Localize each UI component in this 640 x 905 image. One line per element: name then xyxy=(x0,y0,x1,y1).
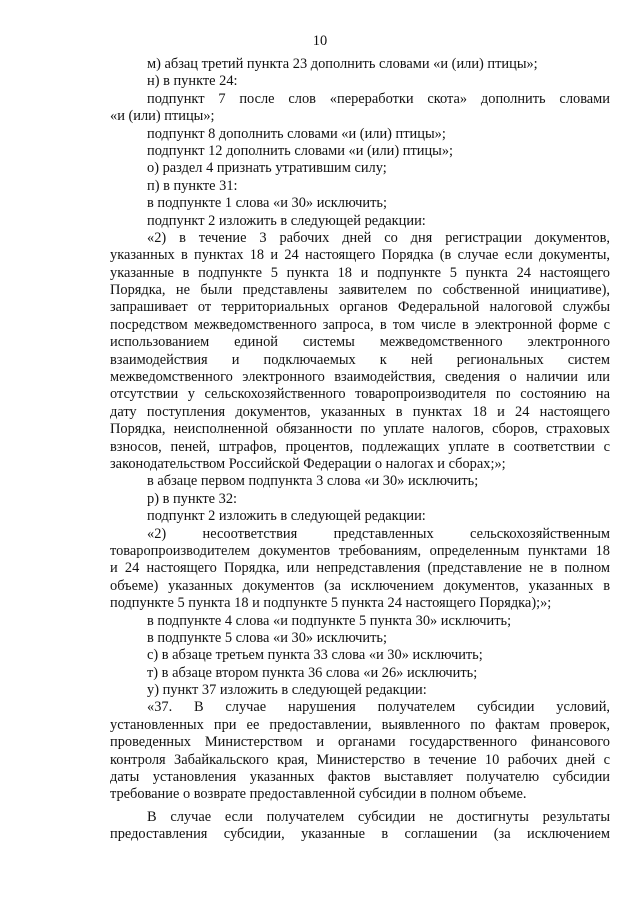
text-line: посредством межведомственного запроса, в том числе в электронной форме с xyxy=(110,316,610,333)
text-line: подпункте 5 пункта 18 и подпункте 5 пункта 24 настоящего Порядка);»; xyxy=(110,595,552,612)
text-line: м) абзац третий пункта 23 дополнить словами «и (или) птицы»; xyxy=(147,56,538,72)
text-line: «и (или) птицы»; xyxy=(110,108,215,125)
text-line: «2) несоответствия представленных сельскохозяйственным xyxy=(147,525,610,542)
text-line: указанные в подпункте 5 пункта 18 и подпункте 5 пункта 24 настоящего xyxy=(110,264,610,281)
text-line: т) в абзаце втором пункта 36 слова «и 26» исключить; xyxy=(147,664,478,681)
text-line: запрашивает от территориальных органов Федеральной налоговой службы xyxy=(110,299,610,316)
text-line: подпункт 2 изложить в следующей редакции: xyxy=(147,212,426,229)
text-line: подпункт 7 после слов «переработки скота» дополнить словами xyxy=(147,90,610,107)
page-number: 10 xyxy=(312,33,328,49)
text-line: контроля Забайкальского края, Министерство в течение 10 рабочих дней с xyxy=(110,751,610,768)
text-line: в абзаце первом подпункта 3 слова «и 30» исключить; xyxy=(147,473,479,490)
text-line: «2) в течение 3 рабочих дней со дня регистрации документов, xyxy=(147,229,610,246)
text-line: с) в абзаце третьем пункта 33 слова «и 30» исключить; xyxy=(147,647,483,664)
text-line: подпункт 8 дополнить словами «и (или) птицы»; xyxy=(147,125,446,142)
text-line: в подпункте 5 слова «и 30» исключить; xyxy=(147,629,387,646)
text-line: у) пункт 37 изложить в следующей редакции: xyxy=(147,682,427,699)
text-line: о) раздел 4 признать утратившим силу; xyxy=(147,160,387,177)
text-line: взносов, пеней, штрафов, процентов, подлежащих уплате в соответствии с xyxy=(110,438,610,455)
text-line: дату поступления документов, указанных в пунктах 18 и 24 настоящего xyxy=(110,403,610,420)
text-line: отсутствии у сельскохозяйственного товаропроизводителя по состоянию на xyxy=(110,386,610,403)
text-line: требование о возврате предоставленной субсидии в полном объеме. xyxy=(110,786,527,803)
text-line: в подпункте 4 слова «и подпункте 5 пункта 30» исключить; xyxy=(147,612,512,629)
text-line: предоставления субсидии, указанные в соглашении (за исключением xyxy=(110,826,610,843)
text-line: Порядка, не были представлены заявителем по собственной инициативе), xyxy=(110,282,610,299)
text-line: в подпункте 1 слова «и 30» исключить; xyxy=(147,195,387,212)
text-line: взаимодействия и подключаемых к ней региональных систем xyxy=(110,351,610,368)
text-line: установленных при ее предоставлении, выявленного по фактам проверок, xyxy=(110,716,610,733)
text-line: р) в пункте 32: xyxy=(147,490,238,507)
text-line: использованием единой системы межведомственного электронного xyxy=(110,334,610,351)
text-line: объеме) указанных документов (за исключением документов, указанных в xyxy=(110,577,610,594)
text-line: н) в пункте 24: xyxy=(147,73,238,90)
text-line: товаропроизводителем документов требованиям, определенным пунктами 18 xyxy=(110,542,610,559)
text-line: законодательством Российской Федерации о налогах и сборах;»; xyxy=(110,455,506,472)
document-body xyxy=(110,56,610,844)
text-line: межведомственного электронного взаимодействия, сведения о наличии или xyxy=(110,369,610,386)
text-line: Порядка, неисполненной обязанности по уплате налогов, сборов, страховых xyxy=(110,421,610,438)
text-line: подпункт 12 дополнить словами «и (или) птицы»; xyxy=(147,142,454,159)
text-line: указанных в пунктах 18 и 24 настоящего Порядка (в случае если документы, xyxy=(110,247,610,264)
text-line: и 24 настоящего Порядка, или непредставления (представление не в полном xyxy=(110,560,610,577)
text-line: «37. В случае нарушения получателем субсидии условий, xyxy=(147,699,610,716)
text-line: подпункт 2 изложить в следующей редакции: xyxy=(147,508,426,525)
text-line: В случае если получателем субсидии не достигнуты результаты xyxy=(147,808,610,825)
text-line: даты установления указанных фактов выставляет получателю субсидии xyxy=(110,769,610,786)
text-line: проведенных Министерством и органами государственного финансового xyxy=(110,734,610,751)
text-line: п) в пункте 31: xyxy=(147,177,238,194)
